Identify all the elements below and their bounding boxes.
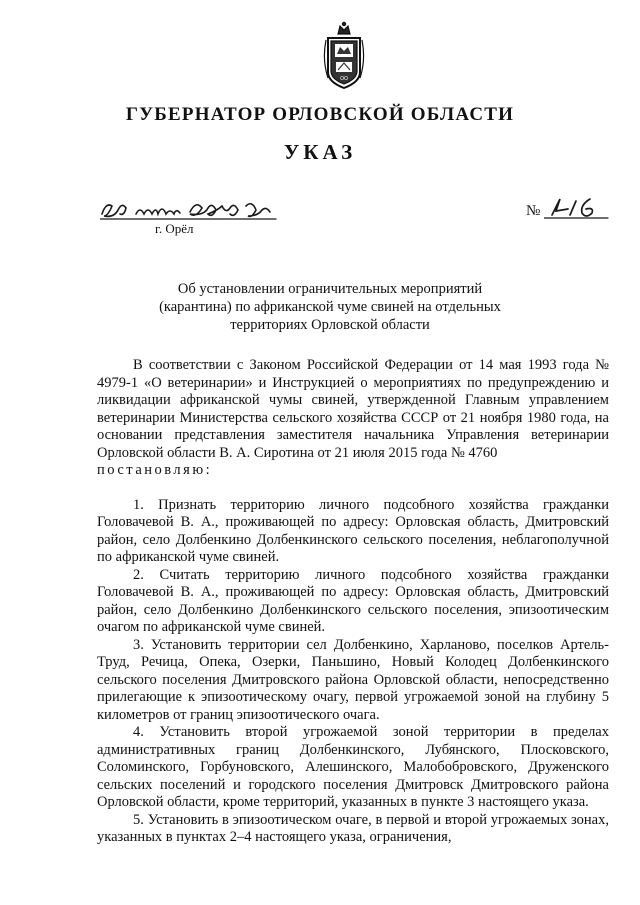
svg-text:ОО: ОО [340,76,348,82]
decree-item: 5. Установить в эпизоотическом очаге, в первой и второй угрожаемых зонах, указанных в пунктах 2–4 настоящего указа, ограничения, [97,811,609,845]
preamble-text: В соответствии с Законом Российской Федерации от 14 мая 1993 года № 4979-1 «О ветеринарии» и Инструкцией о мероприятиях по предупреждению и ликвидации африканской чумы свиней, утвержденной Главным управлением ветеринарии Министерства сельского хозяйства СССР от 21 ноября 1980 года, на основании представления заместителя начальника Управления ветеринарии Орловской области В. А. Сиротина от 21 июля 2015 года № 4760 [97,357,609,461]
handwritten-date [100,196,278,222]
decree-body [97,357,609,847]
decree-title [140,280,520,334]
title-line: территориях Орловской области [230,317,430,333]
title-line: Об установлении ограничительных мероприятий [177,281,483,297]
decree-item: 3. Установить территории сел Долбенкино, Харланово, поселков Артель-Труд, Речица, Опека, Озерки, Паньшино, Новый Колодец Долбенкинского сельского поселения Дмитровского района Орловской области, непосредственно прилегающие к эпизоотическому очагу, первой угрожаемой зоной на глубину 5 километров от границ эпизоотического очага. [97,636,609,723]
number-label: № [526,203,541,219]
coat-of-arms-icon [322,20,366,92]
decree-item: 1. Признать территорию личного подсобного хозяйства гражданки Головачевой В. А., проживающей по адресу: Орловская область, Дмитровский район, село Долбенкино Долбенкинского сельского поселения, неблагополучной по африканской чуме свиней. [97,496,609,565]
preamble-paragraph [97,357,609,480]
decree-item: 4. Установить второй угрожаемой зоной территории в пределах административных границ Долбенкинского, Лубянского, Плосковского, Соломинского, Горбуновского, Алешинского, Малобобровского, Друженского сельских поселений и городского поселения Дмитровск Дмитровского района Орловской области, кроме территорий, указанных в пункте 3 настоящего указа. [97,724,609,810]
handwritten-number [544,195,610,221]
title-line: (карантина) по африканской чуме свиней на отдельных [159,299,501,315]
document-type: УКАЗ [283,140,357,164]
decree-word: постановляю: [97,462,213,478]
issuing-authority: ГУБЕРНАТОР ОРЛОВСКОЙ ОБЛАСТИ [125,104,515,125]
city-label: г. Орёл [155,221,194,236]
decree-item: 2. Считать территорию личного подсобного хозяйства гражданки Головачевой В. А., проживающей по адресу: Орловская область, Дмитровский район, село Долбенкино Долбенкинского сельского поселения, эпизоотическим очагом по африканской чуме свиней. [97,566,609,635]
